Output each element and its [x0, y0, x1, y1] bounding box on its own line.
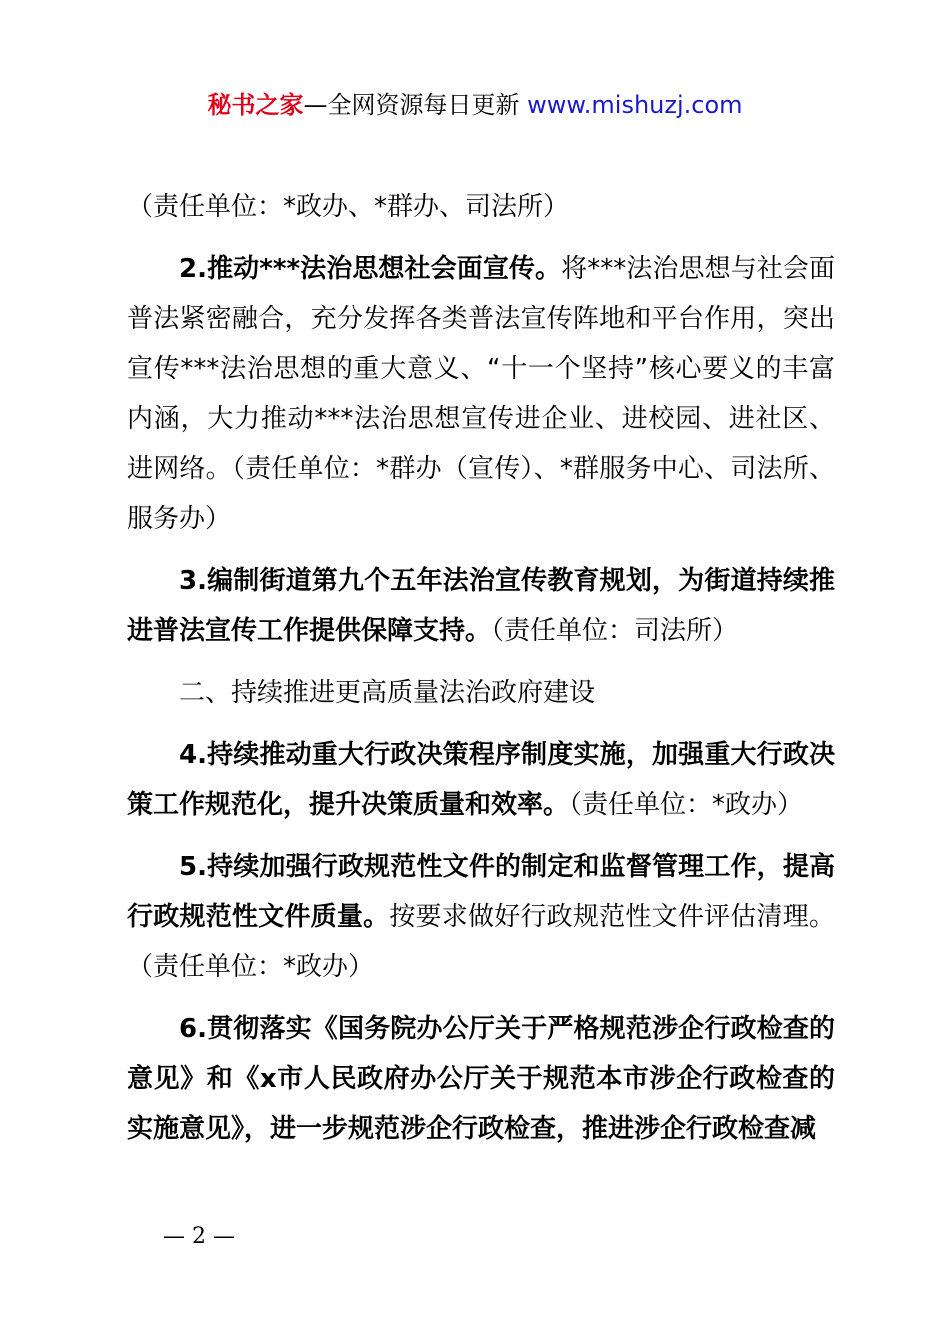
paragraph-bold: 5.持续加强行政规范性文件的制定和监督管理工作，提高行政规范性文件质量。	[127, 852, 835, 932]
paragraph-item-3	[127, 556, 835, 656]
paragraph-text: 二、持续推进更高质量法治政府建设	[179, 678, 596, 708]
header-site-link[interactable]: www.mishuzj.com	[527, 91, 743, 119]
page-number: — 2 —	[163, 1224, 235, 1249]
document-header	[0, 88, 950, 122]
paragraph-item-5	[127, 842, 835, 992]
paragraph-bold: 4.持续推动重大行政决策程序制度实施，加强重大行政决策工作规范化，提升决策质量和效率。	[127, 740, 835, 820]
paragraph-responsibility-1	[127, 182, 835, 232]
paragraph-bold: 6.贯彻落实《国务院办公厅关于严格规范涉企行政检查的意见》和《x市人民政府办公厅关于规范本市涉企行政检查的实施意见》，进一步规范涉企行政检查，推进涉企行政检查减	[127, 1014, 835, 1144]
document-body	[127, 182, 835, 1166]
paragraph-text: （责任单位：司法所）	[491, 616, 739, 646]
header-slogan: —全网资源每日更新	[303, 91, 528, 119]
header-brand: 秘书之家	[207, 91, 304, 119]
paragraph-item-4	[127, 730, 835, 830]
paragraph-item-6	[127, 1004, 835, 1154]
paragraph-bold: 2.推动***法治思想社会面宣传。	[179, 254, 562, 284]
paragraph-text: （责任单位：*政办）	[569, 790, 804, 820]
paragraph-item-2	[127, 244, 835, 544]
paragraph-bold: 3.编制街道第九个五年法治宣传教育规划，为街道持续推进普法宣传工作提供保障支持。	[127, 566, 835, 646]
section-heading-2	[127, 668, 835, 718]
paragraph-text: 按要求做好行政规范性文件评估清理。（责任单位：*政办）	[127, 902, 835, 982]
paragraph-text: 将***法治思想与社会面普法紧密融合，充分发挥各类普法宣传阵地和平台作用，突出宣传***法治思想的重大意义、“十一个坚持”核心要义的丰富内涵，大力推动***法治思想宣传进企业、进校园、进社区、进网络。（责任单位：*群办（宣传）、*群服务中心、司法所、服务办）	[127, 254, 835, 534]
paragraph-text: （责任单位：*政办、*群办、司法所）	[127, 192, 570, 222]
